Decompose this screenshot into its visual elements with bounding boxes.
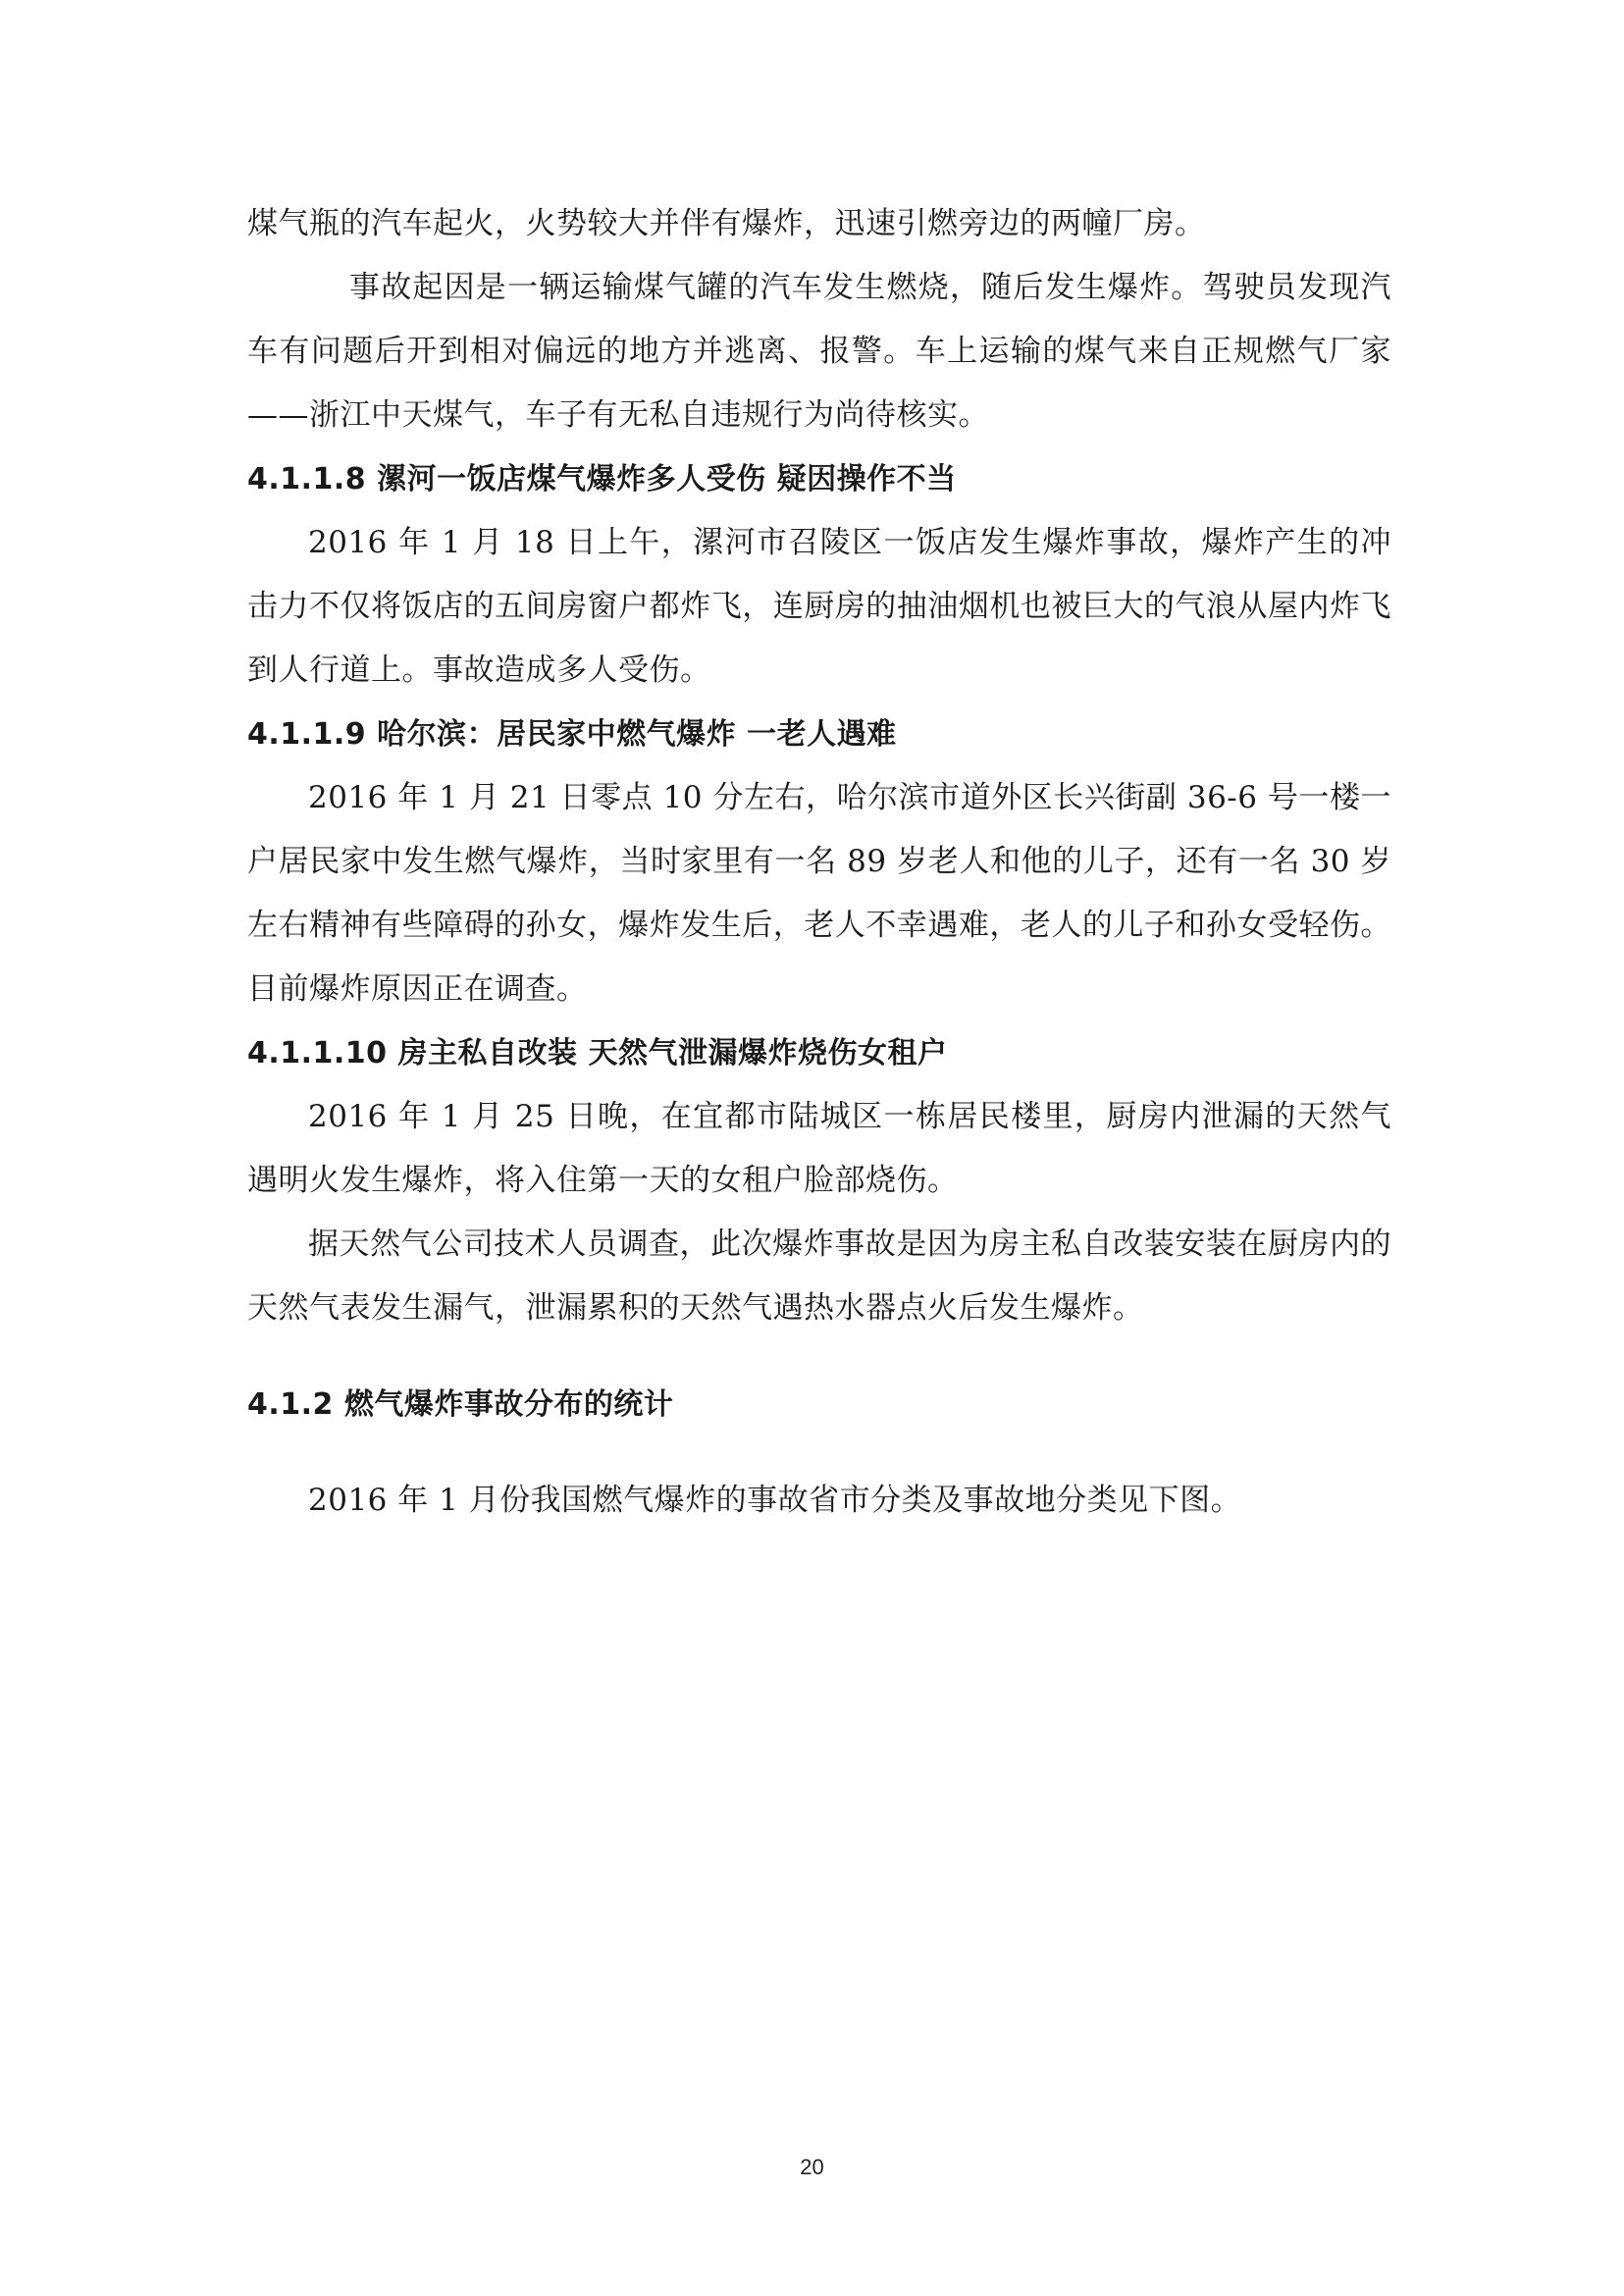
paragraph-luohe-explosion: 2016 年 1 月 18 日上午，漯河市召陵区一饭店发生爆炸事故，爆炸产生的冲击力不仅将饭店的五间房窗户都炸飞，连厨房的抽油烟机也被巨大的气浪从屋内炸飞到人行道上。事故造成多人受伤。 bbox=[247, 525, 1391, 688]
section-heading-4-1-1-9: 4.1.1.9 哈尔滨：居民家中燃气爆炸 一老人遇难 bbox=[247, 717, 897, 752]
page-number: 20 bbox=[800, 2155, 824, 2179]
paragraph-statistics-intro: 2016 年 1 月份我国燃气爆炸的事故省市分类及事故地分类见下图。 bbox=[308, 1483, 1242, 1518]
paragraph-investigation: 据天然气公司技术人员调查，此次爆炸事故是因为房主私自改装安装在厨房内的天然气表发生漏气，泄漏累积的天然气遇热水器点火后发生爆炸。 bbox=[247, 1226, 1391, 1326]
page-content bbox=[247, 192, 1391, 1533]
section-heading-4-1-2: 4.1.2 燃气爆炸事故分布的统计 bbox=[247, 1387, 674, 1422]
section-heading-4-1-1-10: 4.1.1.10 房主私自改装 天然气泄漏爆炸烧伤女租户 bbox=[247, 1036, 948, 1070]
section-heading-4-1-1-8: 4.1.1.8 漯河一饭店煤气爆炸多人受伤 疑因操作不当 bbox=[247, 462, 957, 496]
paragraph-continued: 煤气瓶的汽车起火，火势较大并伴有爆炸，迅速引燃旁边的两幢厂房。 bbox=[247, 206, 1206, 241]
paragraph-harbin-explosion: 2016 年 1 月 21 日零点 10 分左右，哈尔滨市道外区长兴街副 36-6 号一楼一户居民家中发生燃气爆炸，当时家里有一名 89 岁老人和他的儿子，还有一名 30 岁左右精神有些障碍的孙女，爆炸发生后，老人不幸遇难，老人的儿子和孙女受轻伤。目前爆炸原因正在调查。 bbox=[247, 780, 1391, 1007]
paragraph-yidu-explosion: 2016 年 1 月 25 日晚，在宜都市陆城区一栋居民楼里，厨房内泄漏的天然气遇明火发生爆炸，将入住第一天的女租户脸部烧伤。 bbox=[247, 1099, 1391, 1198]
paragraph-accident-cause: 事故起因是一辆运输煤气罐的汽车发生燃烧，随后发生爆炸。驾驶员发现汽车有问题后开到相对偏远的地方并逃离、报警。车上运输的煤气来自正规燃气厂家——浙江中天煤气，车子有无私自违规行为尚待核实。 bbox=[247, 270, 1391, 433]
